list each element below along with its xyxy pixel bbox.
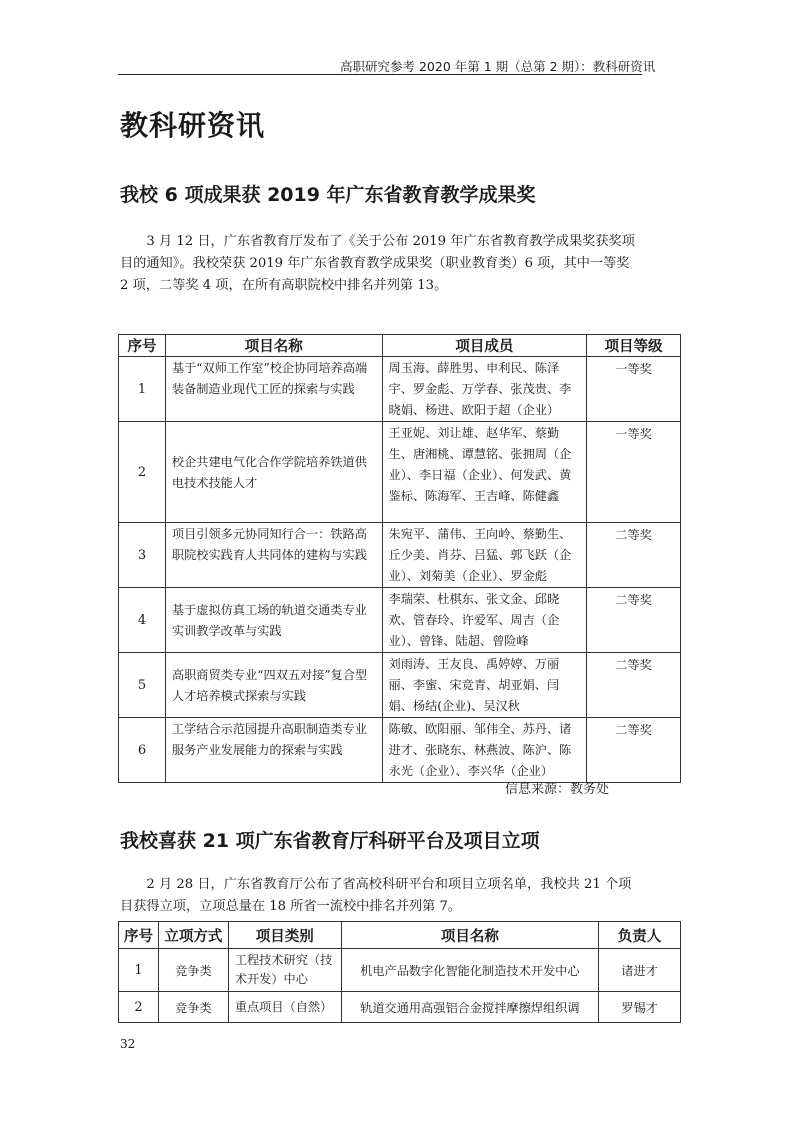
article1-paragraph: 3 月 12 日，广东省教育厅发布了《关于公布 2019 年广东省教育教学成果奖获奖项目的通知》。我校荣获 2019 年广东省教育教学成果奖（职业教育类）6 项，其中一等奖 2 项，二等奖 4 项，在所有高职院校中排名并列第 13。 bbox=[120, 234, 635, 293]
row-level: 一等奖 bbox=[587, 357, 681, 422]
article1-title: 我校 6 项成果获 2019 年广东省教育教学成果奖 bbox=[120, 184, 536, 206]
info-source: 信息来源：教务处 bbox=[505, 782, 610, 797]
header-no: 序号 bbox=[119, 922, 159, 949]
row-members: 朱宛平、蒲伟、王向岭、蔡勤生、丘少美、肖芬、吕猛、郭飞跃（企业）、刘菊美（企业）、罗金彪 bbox=[382, 523, 587, 588]
table-row bbox=[119, 949, 681, 992]
row-members: 周玉海、薛胜男、申利民、陈泽宇、罗金彪、万学春、张茂贵、李晓娟、杨进、欧阳于超（企业） bbox=[382, 357, 587, 422]
row-members: 王亚妮、刘让雄、赵华军、蔡勤生、唐湘桃、谭慧铭、张拥周（企业）、李日福（企业）、何发武、黄鉴标、陈海军、王吉峰、陈健鑫 bbox=[382, 422, 587, 523]
row-no: 5 bbox=[119, 653, 166, 718]
table-row bbox=[119, 422, 681, 523]
awards-table bbox=[118, 334, 681, 783]
row-members: 刘雨涛、王友良、禹婷婷、万丽丽、李蜜、宋竞青、胡亚娟、闫娟、杨结(企业)、吴汉秋 bbox=[382, 653, 587, 718]
row-no: 6 bbox=[119, 718, 166, 783]
table-row bbox=[119, 653, 681, 718]
row-project-name: 高职商贸类专业“四双五对接”复合型人才培养模式探索与实践 bbox=[165, 653, 382, 718]
header-members: 项目成员 bbox=[382, 335, 587, 357]
section-title: 教科研资讯 bbox=[120, 109, 266, 142]
row-no: 3 bbox=[119, 523, 166, 588]
table-row bbox=[119, 992, 681, 1023]
header-level: 项目等级 bbox=[587, 335, 681, 357]
row-no: 2 bbox=[119, 422, 166, 523]
header-project-name: 项目名称 bbox=[165, 335, 382, 357]
table-row bbox=[119, 588, 681, 653]
row-level: 一等奖 bbox=[587, 422, 681, 523]
row-method: 竞争类 bbox=[158, 992, 228, 1023]
row-level: 二等奖 bbox=[587, 653, 681, 718]
row-method: 竞争类 bbox=[158, 949, 228, 992]
row-project-name: 项目引领多元协同知行合一：铁路高职院校实践育人共同体的建构与实践 bbox=[165, 523, 382, 588]
awards-table-header bbox=[119, 335, 681, 357]
header-project-name: 项目名称 bbox=[341, 922, 598, 949]
article2-paragraph: 2 月 28 日，广东省教育厅公布了省高校科研平台和项目立项名单，我校共 21 个项目获得立项，立项总量在 18 所省一流校中排名并列第 7。 bbox=[120, 877, 632, 914]
table-row bbox=[119, 357, 681, 422]
row-leader: 罗锡才 bbox=[599, 992, 681, 1023]
row-category: 工程技术研究（技术开发）中心 bbox=[228, 949, 341, 992]
row-project-name: 机电产品数字化智能化制造技术开发中心 bbox=[341, 949, 598, 992]
page-number: 32 bbox=[120, 1037, 136, 1051]
projects-table bbox=[118, 921, 681, 1023]
row-no: 1 bbox=[119, 357, 166, 422]
header-method: 立项方式 bbox=[158, 922, 228, 949]
header-leader: 负责人 bbox=[599, 922, 681, 949]
row-category: 重点项目（自然） bbox=[228, 992, 341, 1023]
row-project-name: 基于虚拟仿真工场的轨道交通类专业实训教学改革与实践 bbox=[165, 588, 382, 653]
projects-table-header bbox=[119, 922, 681, 949]
row-no: 1 bbox=[119, 949, 159, 992]
running-head: 高职研究参考 2020 年第 1 期（总第 2 期）：教科研资讯 bbox=[340, 59, 656, 74]
row-project-name: 轨道交通用高强铝合金搅拌摩擦焊组织调 bbox=[341, 992, 598, 1023]
row-no: 4 bbox=[119, 588, 166, 653]
row-leader: 诸进才 bbox=[599, 949, 681, 992]
header-no: 序号 bbox=[119, 335, 166, 357]
header-category: 项目类别 bbox=[228, 922, 341, 949]
row-level: 二等奖 bbox=[587, 523, 681, 588]
row-members: 李瑞荣、杜棋东、张文金、邱晓欢、管春玲、许爱军、周吉（企业）、曾锋、陆超、曾险峰 bbox=[382, 588, 587, 653]
row-members: 陈敏、欧阳丽、邹伟全、苏丹、诸进才、张晓东、林燕波、陈沪、陈永光（企业）、李兴华（企业） bbox=[382, 718, 587, 783]
article2-title: 我校喜获 21 项广东省教育厅科研平台及项目立项 bbox=[120, 830, 540, 852]
row-level: 二等奖 bbox=[587, 588, 681, 653]
header-rule bbox=[118, 74, 642, 75]
row-level: 二等奖 bbox=[587, 718, 681, 783]
row-project-name: 工学结合示范园提升高职制造类专业服务产业发展能力的探索与实践 bbox=[165, 718, 382, 783]
row-no: 2 bbox=[119, 992, 159, 1023]
row-project-name: 基于“双师工作室”校企协同培养高端装备制造业现代工匠的探索与实践 bbox=[165, 357, 382, 422]
table-row bbox=[119, 523, 681, 588]
row-project-name: 校企共建电气化合作学院培养铁道供电技术技能人才 bbox=[165, 422, 382, 523]
table-row bbox=[119, 718, 681, 783]
